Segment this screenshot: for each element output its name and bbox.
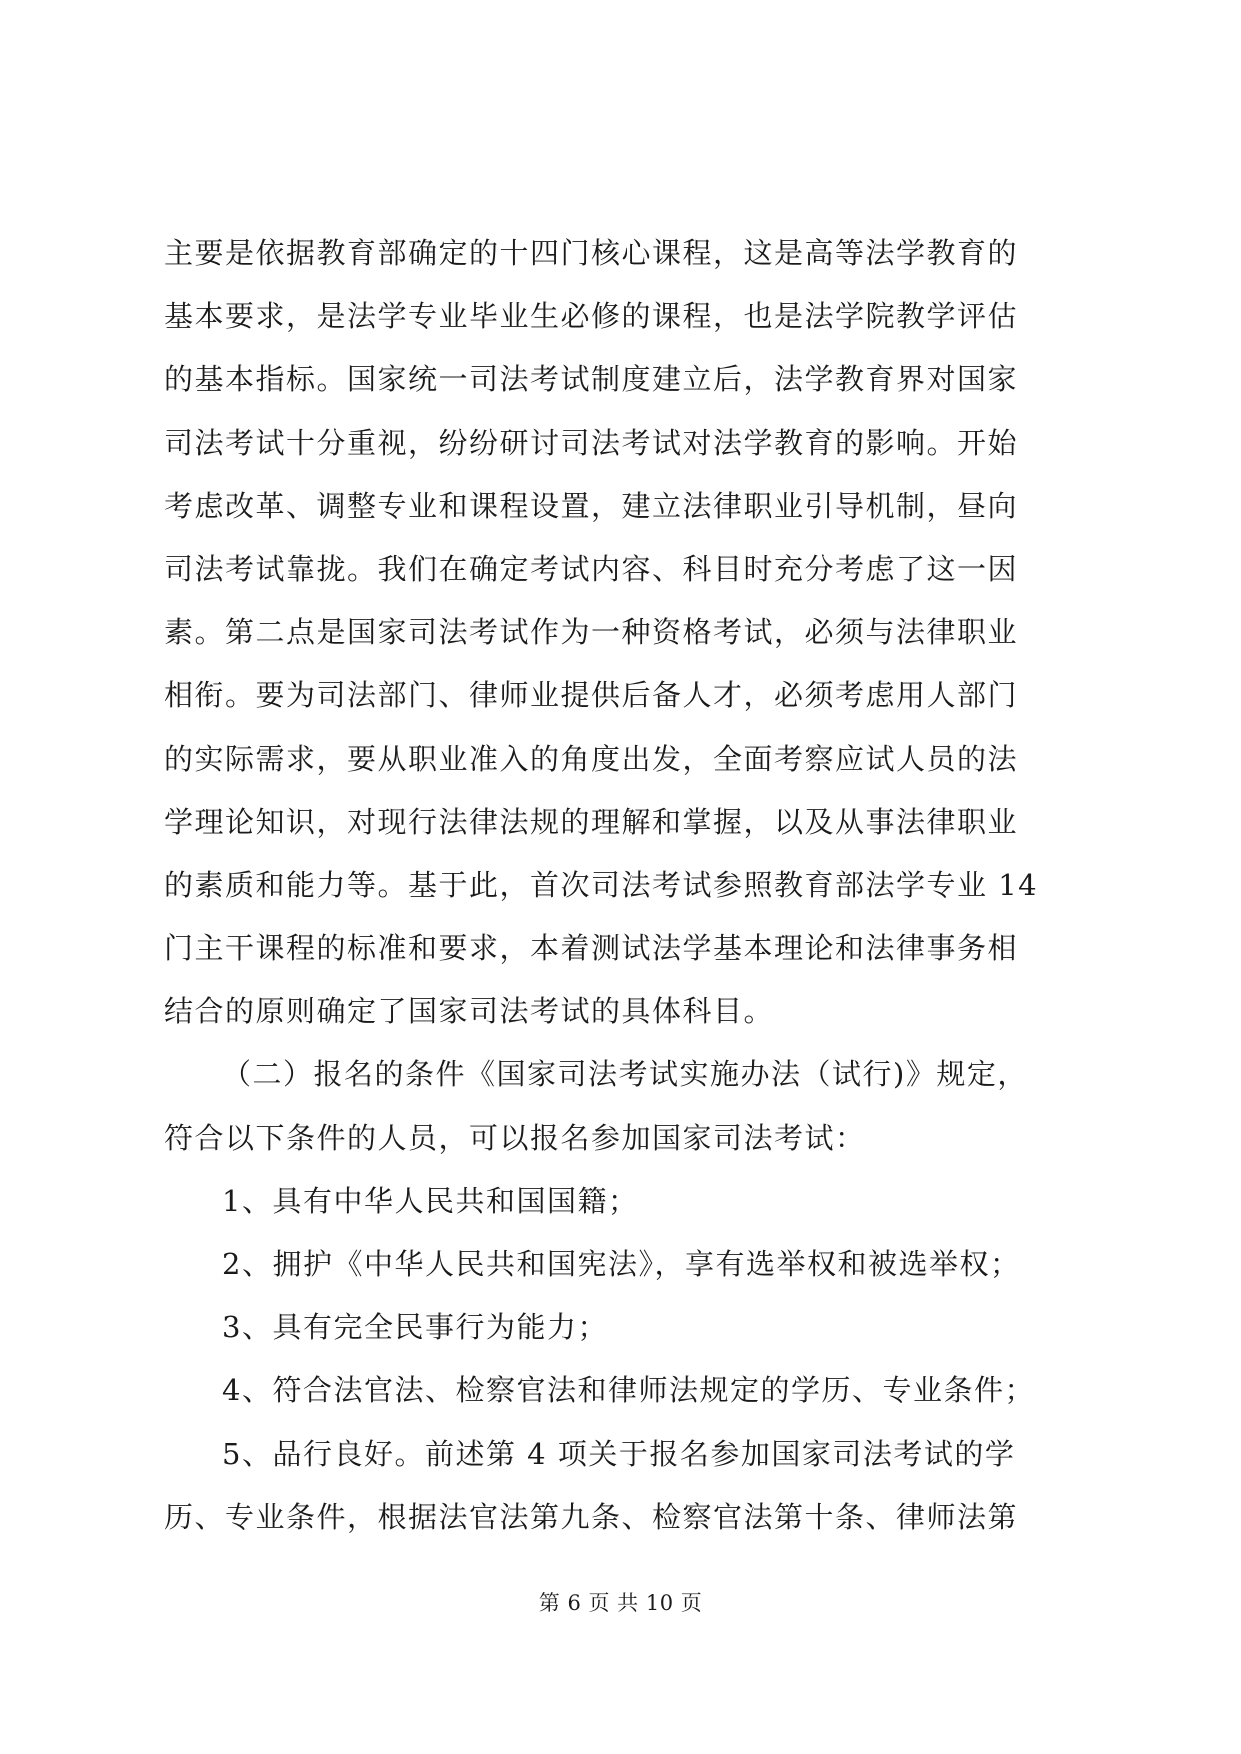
text-line: 门主干课程的标准和要求，本着测试法学基本理论和法律事务相 <box>164 931 1019 966</box>
list-item: 2、拥护《中华人民共和国宪法》，享有选举权和被选举权； <box>222 1247 1021 1281</box>
list-item: 5、品行良好。前述第 4 项关于报名参加国家司法考试的学 <box>222 1436 1016 1471</box>
section-heading-line: （二）报名的条件《国家司法考试实施办法（试行)》规定， <box>222 1057 1028 1092</box>
text-line: 结合的原则确定了国家司法考试的具体科目。 <box>164 994 775 1029</box>
text-line: 考虑改革、调整专业和课程设置，建立法律职业引导机制，昼向 <box>164 488 1019 523</box>
text-line: 学理论知识，对现行法律法规的理解和掌握，以及从事法律职业 <box>164 804 1019 839</box>
list-item: 4、符合法官法、检察官法和律师法规定的学历、专业条件； <box>222 1373 1035 1408</box>
text-line: 司法考试十分重视，纷纷研讨司法考试对法学教育的影响。开始 <box>164 425 1019 460</box>
text-line: 符合以下条件的人员，可以报名参加国家司法考试： <box>164 1120 866 1155</box>
text-line: 相衔。要为司法部门、律师业提供后备人才，必须考虑用人部门 <box>164 678 1019 713</box>
text-line: 的实际需求，要从职业准入的角度出发，全面考察应试人员的法 <box>164 741 1019 776</box>
list-item: 1、具有中华人民共和国国籍； <box>222 1183 639 1218</box>
text-line: 司法考试靠拢。我们在确定考试内容、科目时充分考虑了这一因 <box>164 551 1019 586</box>
text-line: 基本要求，是法学专业毕业生必修的课程，也是法学院教学评估 <box>164 299 1019 334</box>
page-number-footer: 第 6 页 共 10 页 <box>538 1591 703 1615</box>
list-item: 3、具有完全民事行为能力； <box>222 1310 608 1345</box>
text-line: 的素质和能力等。基于此，首次司法考试参照教育部法学专业 14 <box>164 867 1039 902</box>
text-line: 历、专业条件，根据法官法第九条、检察官法第十条、律师法第 <box>164 1499 1019 1534</box>
text-line: 素。第二点是国家司法考试作为一种资格考试，必须与法律职业 <box>164 615 1019 650</box>
text-line: 主要是依据教育部确定的十四门核心课程，这是高等法学教育的 <box>164 236 1019 270</box>
text-line: 的基本指标。国家统一司法考试制度建立后，法学教育界对国家 <box>164 362 1019 397</box>
document-body <box>164 222 1084 1549</box>
